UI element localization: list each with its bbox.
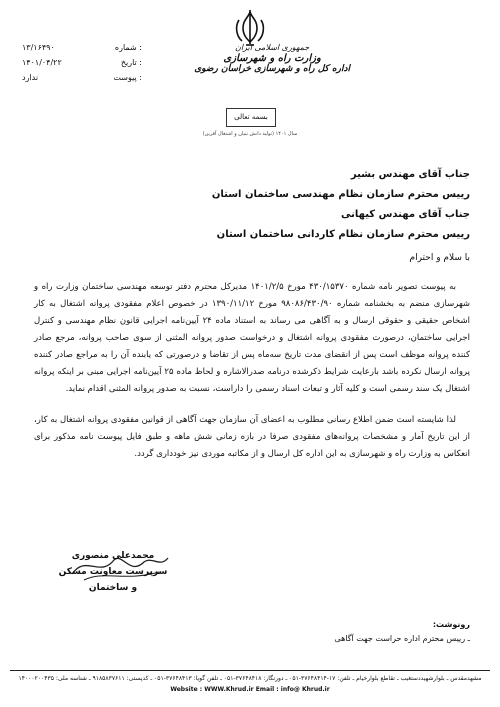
- gov-line-republic: جمهوری اسلامی ایران: [234, 43, 310, 52]
- addressee-4: رییس محترم سازمان نظام کاردانی ساختمان استان: [216, 229, 470, 240]
- meta-number-label: شماره :: [114, 43, 142, 52]
- meta-attachment-value: ندارد: [22, 73, 39, 82]
- signature-block: [58, 548, 168, 596]
- addressee-2: رییس محترم سازمان نظام مهندسی ساختمان استان: [211, 189, 470, 200]
- meta-date-row: [22, 55, 142, 70]
- letter-body: [34, 165, 470, 463]
- cc-label: رونوشت:: [432, 620, 470, 629]
- organization-header: [194, 42, 350, 75]
- addressee-3: جناب آقای مهندس کیهانی: [340, 209, 470, 220]
- body-paragraph-2: لذا شایسته است ضمن اطلاع رسانی مطلوب به اعضای آن سازمان جهت آگاهی از قوانین مفقودی پروانه اشتغال به کار، از این تاریخ آمار و مشخصات پروانه‌های مفقودی صرفا در بازه زمانی شش ماهه و طبق فایل پیوست نامه مذکور برای انعکاس به وزارت راه و شهرسازی به این اداره کل ارسال و از مکاتبه موردی نیز خودداری گردد.: [34, 415, 470, 459]
- cc-line: ـ رییس محترم اداره حراست جهت آگاهی: [334, 634, 470, 643]
- meta-date-value: ۱۴۰۱/۰۴/۲۲: [22, 58, 62, 67]
- signer-name: محمدعلی منصوری: [71, 551, 155, 561]
- body-paragraph-1: به پیوست تصویر نامه شماره ۴۳۰/۱۵۳۷۰ مورخ ۱۴۰۱/۲/۵ مدیرکل محترم دفتر توسعه مهندسی ساختمان وزارت راه و شهرسازی منضم به بخشنامه شماره ۹۸۰۸۶/۴۳۰/۹۰ مورخ ۱۳۹۰/۱۱/۱۲ در خصوص اعلام مفقودی پروانه اشتغال به کار اشخاص حقیقی و حقوقی ارسال و به آگاهی می رساند به استناد ماده ۲۴ آیین‌نامه اجرایی قانون نظام مهندسی و کنترل اجرایی ساختمان، درصورت مفقودی پروانه اشتغال و درخواست صدور پروانه المثنی از سوی صاحب پروانه، مرجع صادر کننده پروانه موظف است پس از انقضای مدت تاریخ سه‌ماه پس از تقاضا و درصورتی که یابنده آن را به مراجع صادر کننده پروانه ارسال نکرده باشد بارعایت شرایط ذکرشده درنامه صدرالاشاره و لحاظ ماده ۲۵ آیین‌نامه اجرایی مبنی بر اینکه پروانه اشتغال یک سند رسمی است و کلیه آثار و تبعات اسناد رسمی را داراست، نسبت به صدور پروانه المثنی اقدام نماید.: [34, 282, 470, 394]
- footer-divider: [10, 670, 490, 671]
- gov-line-office: اداره کل راه و شهرسازی خراسان رضوی: [194, 64, 350, 74]
- meta-date-label: تاریخ :: [120, 58, 142, 67]
- gov-line-ministry: وزارت راه و شهرسازی: [223, 53, 321, 64]
- footer-address: مشهدمقدس ـ بلوارشهیددستغیب ـ تقاطع بلوارخیام ـ تلفن: ۱۷-۳۷۶۴۸۴۱۴-۰۵۱ ـ دورنگار: ۳۷۶۴۸۴۱۸-۰۵۱ ـ تلفن گویا: ۳۷۶۴۸۴۱۳-۰۵۱ ـ کدپستی: ۹۱۸۵۸۳۷۶۱۱ ـ شناسه ملی: ۱۴۰۰۰۲۰۰۴۳۵: [18, 675, 482, 682]
- meta-number-row: [22, 40, 142, 55]
- year-slogan: سال ۱۴۰۱ (تولید دانش بنیان و اشتغال آفرین): [202, 131, 298, 137]
- letter-meta: [22, 40, 142, 85]
- meta-number-value: ۱۳/۱۶۴۹۰: [22, 43, 55, 52]
- bism-box: بسمه تعالی: [226, 108, 276, 127]
- meta-attachment-label: پیوست :: [113, 73, 142, 82]
- meta-attachment-row: [22, 70, 142, 85]
- salutation: با سلام و احترام: [409, 253, 470, 263]
- footer-contact: Website : WWW.Khrud.ir Email : info@ Khrud.ir: [170, 686, 330, 693]
- addressee-1: جناب آقای مهندس بشیر: [350, 169, 470, 180]
- cc-block: [334, 618, 470, 646]
- signer-title: سرپرست معاونت مسکن و ساختمان: [58, 567, 168, 593]
